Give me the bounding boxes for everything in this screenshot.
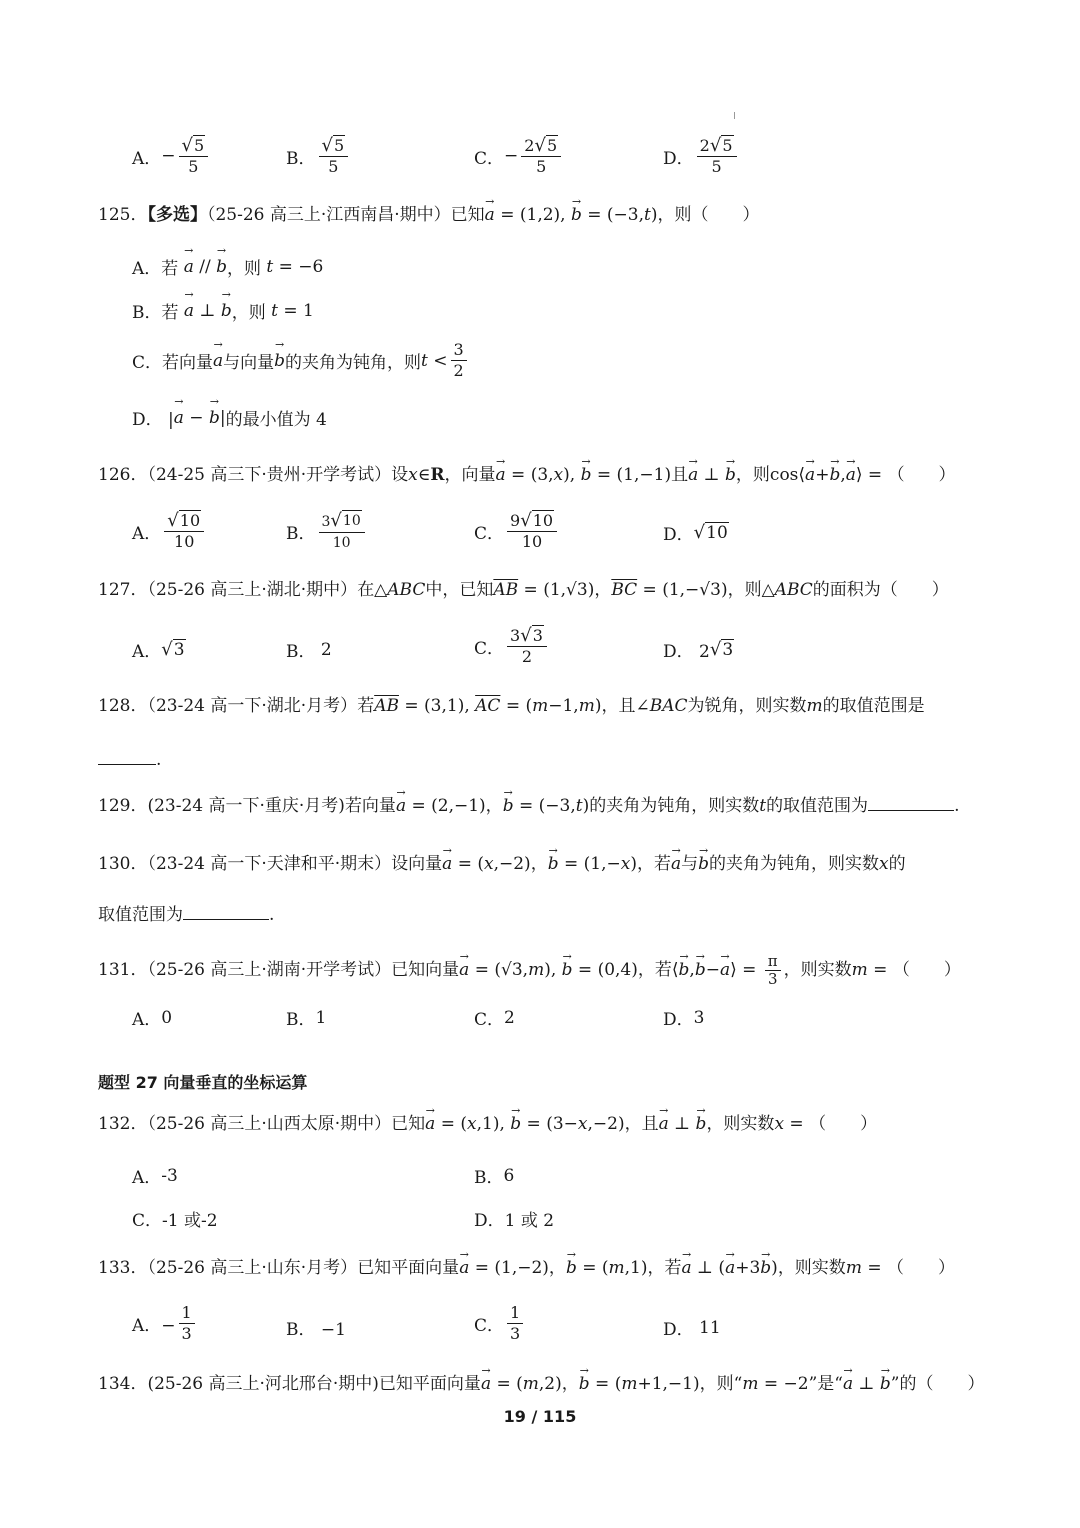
q125-option-a: A． 若 → a // → b ，则 t = −6 (132, 254, 323, 279)
q126-option-c: C． 9 √ 10 10 (474, 510, 560, 552)
question-133: 133．（25-26 高三上·山东·月考）已知平面向量→ a = (1,−2)，→ b = (m,1)，若→ a ⊥ (→ a+3→ b)，则实数m = （ ） (98, 1256, 1080, 1280)
q127-option-d: D． 2 √ 3 (663, 639, 734, 662)
q132-option-a: A． -3 (132, 1165, 178, 1188)
question-129: 129．(23-24 高一下·重庆·月考)若向量→ a = (2,−1)，→ b = (−3,t)的夹角为钝角，则实数t的取值范围为 . (98, 794, 1080, 818)
q133-option-b: B． −1 (286, 1320, 346, 1340)
question-131: 131．（25-26 高三上·湖南·开学考试）已知向量→ a = (√3,m), → b = (0,4)，若⟨→ b,→ b−→ a⟩ = $\frac{\pi}{3}$ ，则实数m = （ ） (98, 953, 1080, 988)
q131-option-c: C． 2 (474, 1007, 515, 1030)
q125-option-c: C． 若向量 → a 与向量 → b 的夹角为钝角，则 t < $\frac{3}{2}$ (132, 340, 470, 381)
question-125: 125．【多选】（25-26 高三上·江西南昌·期中）已知→ a = (1,2), → b = (−3,t)，则（ ） (98, 203, 1080, 227)
q132-option-c: C． -1 或-2 (132, 1211, 218, 1231)
q131-option-b: B． 1 (286, 1007, 327, 1030)
q126-option-b: B． 3 √ 10 10 (286, 510, 368, 553)
q133-option-a: A．− $\frac{1}{3}$ (132, 1303, 198, 1344)
question-132: 132．（25-26 高三上·山西太原·期中）已知→ a = (x,1), → b = (3−x,−2)，且→ a ⊥ → b，则实数x = （ ） (98, 1112, 1080, 1136)
q125-option-d: D． | → a − → b | 的最小值为 4 (132, 405, 327, 430)
question-127: 127．（25-26 高三上·湖北·期中）在△ABC中，已知$\overline{AB} = (1,√3)$，$\overline{BC} = (1,-√3)$，则△ABC的面积为（ ） (98, 580, 949, 600)
q133-option-c: C． $\frac{1}{3}$ (474, 1303, 526, 1344)
page-number: 19 / 115 (503, 1407, 577, 1426)
q127-option-c: C． 3 √ 3 2 (474, 625, 550, 667)
scan-mark (734, 112, 735, 119)
q130-line2: 取值范围为 . (98, 905, 275, 925)
q126-option-a: A． √ 10 10 (132, 510, 207, 552)
option-c: C． − 2 √ 5 5 (474, 135, 564, 177)
q126-option-d: D． √ 10 (663, 522, 728, 545)
q132-option-d: D． 1 或 2 (474, 1211, 555, 1231)
q131-option-d: D． 3 (663, 1007, 705, 1030)
q131-option-a: A． 0 (132, 1007, 173, 1030)
option-a: A． − √ 5 5 (132, 135, 211, 177)
q127-option-b: B． 2 (286, 639, 332, 662)
q132-option-b: B． 6 (474, 1165, 515, 1188)
q133-option-d: D． 11 (663, 1317, 721, 1340)
question-130: 130．（23-24 高一下·天津和平·期末）设向量→ a = (x,−2)，→ b = (1,−x)，若→ a与→ b的夹角为钝角，则实数x的 (98, 852, 1080, 876)
q125-option-b: B． 若 → a ⊥ → b ，则 t = 1 (132, 298, 314, 323)
q128-answer-blank: . (98, 748, 1080, 772)
question-128: 128．（23-24 高一下·湖北·月考）若$\overline{AB} = (3,1)$, $\overline{AC} = (m-1,m)$，且∠BAC为锐角，则实数m的取值范围是 (98, 696, 925, 716)
section-heading: 题型 27 向量垂直的坐标运算 (98, 1073, 308, 1092)
q127-option-a: A． √ 3 (132, 639, 185, 662)
option-d: D． 2 √ 5 5 (663, 135, 740, 177)
option-b: B． √ 5 5 (286, 135, 351, 177)
question-134: 134．(25-26 高三上·河北邢台·期中)已知平面向量→ a = (m,2)，→ b = (m+1,−1)，则“m = −2”是“→ a ⊥ → b”的（ ） (98, 1372, 1080, 1396)
question-126: 126．（24-25 高三下·贵州·开学考试）设x∈R，向量→ a = (3,x), → b = (1,−1)且→ a ⊥ → b，则cos⟨→ a+→ b,→ a⟩ = （ ） (98, 463, 1080, 487)
